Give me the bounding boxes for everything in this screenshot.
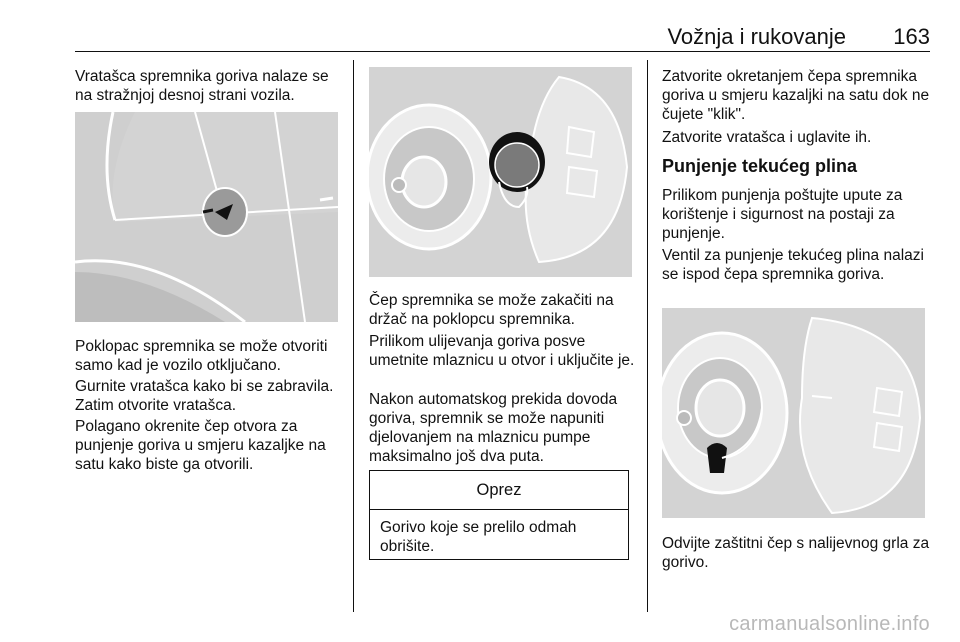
- column-divider-1: [353, 60, 354, 612]
- col1-paragraph-3: Polagano okrenite čep otvora za punjenje goriva u smjeru kazaljke na satu kako biste ga otvorili.: [75, 418, 326, 473]
- watermark: carmanualsonline.info: [729, 613, 930, 635]
- col2-paragraph-3: Nakon automatskog prekida dovoda goriva, spremnik se može napuniti djelovanjem na mlaznicu pumpe maksimalno još dva puta.: [369, 391, 618, 465]
- figure-lpg-valve: [662, 308, 925, 518]
- col1-paragraph-1: Poklopac spremnika se može otvoriti samo kad je vozilo otključano.: [75, 338, 328, 374]
- col3-paragraph-5: Odvijte zaštitni čep s nalijevnog grla za gorivo.: [662, 535, 930, 571]
- page-number: 163: [893, 24, 930, 49]
- caution-box: [369, 470, 629, 560]
- col1-intro: Vratašca spremnika goriva nalaze se na stražnjoj desnoj strani vozila.: [75, 68, 329, 104]
- col3-paragraph-2: Zatvorite vratašca i uglavite ih.: [662, 129, 872, 146]
- caution-text: Gorivo koje se prelilo odmah obrišite.: [380, 519, 577, 555]
- col3-paragraph-1: Zatvorite okretanjem čepa spremnika goriva u smjeru kazaljki na satu dok ne čujete "klik".: [662, 68, 930, 123]
- figure-fuel-cap-holder: [369, 67, 632, 277]
- col2-paragraph-2: Prilikom ulijevanja goriva posve umetnite mlaznicu u otvor i uključite je.: [369, 333, 635, 369]
- caution-title: Oprez: [370, 471, 628, 510]
- col2-paragraph-1: Čep spremnika se može zakačiti na držač na poklopcu spremnika.: [369, 292, 614, 328]
- section-heading-lpg: Punjenje tekućeg plina: [662, 156, 858, 176]
- col3-paragraph-3: Prilikom punjenja poštujte upute za korištenje i sigurnost na postaji za punjenje.: [662, 187, 903, 242]
- figure-car-fuel-door: [75, 112, 338, 322]
- column-divider-2: [647, 60, 648, 612]
- page-header-title: Vožnja i rukovanje: [667, 24, 846, 49]
- col1-paragraph-2: Gurnite vratašca kako bi se zabravila. Zatim otvorite vratašca.: [75, 378, 334, 414]
- col3-paragraph-4: Ventil za punjenje tekućeg plina nalazi se ispod čepa spremnika goriva.: [662, 247, 924, 283]
- header-rule: [75, 51, 930, 52]
